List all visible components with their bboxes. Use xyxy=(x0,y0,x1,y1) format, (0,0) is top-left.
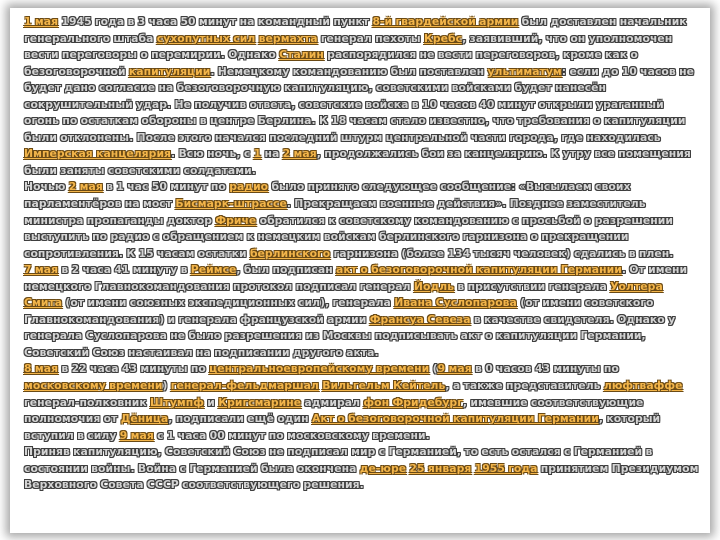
text-link[interactable]: 2 мая xyxy=(282,147,317,161)
paragraph-4 xyxy=(24,361,700,444)
text-link[interactable]: 1 xyxy=(253,147,262,161)
text-link[interactable]: Вильгельм Кейтель xyxy=(322,379,446,393)
text-run: (от имени советского Главнокомандования) и генерала французской армии xyxy=(24,296,654,326)
text-run: , а также представитель xyxy=(445,379,604,393)
text-run: ) xyxy=(162,379,171,393)
paragraph-3 xyxy=(24,262,700,361)
text-run: , который вступил в силу xyxy=(24,412,661,442)
text-run: (от имени союзных экспедиционных сил), генерала xyxy=(62,296,395,310)
text-run: Приняв капитуляцию, Советский Союз не подписал мир с Германией, то есть остался с Германией в состоянии войны. Война с Германией была окончена xyxy=(24,445,653,475)
text-link[interactable]: Фриче xyxy=(215,213,257,227)
text-link[interactable]: Штумпф xyxy=(150,395,204,409)
text-link[interactable]: 1955 года xyxy=(474,461,538,475)
text-run: в качестве свидетеля. Однако у генерала Суслопарова не было разрешения из Москвы подписывать акт о капитуляции Германии, Советский Союз настаивал на подписании другого акта. xyxy=(24,312,676,359)
text-run: гарнизона (более 134 тысяч человек) сдались в плен. xyxy=(330,246,674,260)
text-link[interactable]: Кребс xyxy=(424,31,463,45)
text-link[interactable]: ультиматум xyxy=(487,64,562,78)
text-link[interactable]: 7 мая xyxy=(24,263,59,277)
text-link[interactable]: Сталин xyxy=(279,48,324,62)
text-run: , имевшие соответствующие полномочия от xyxy=(24,395,644,426)
text-run: . Немецкому командованию был поставлен xyxy=(210,64,488,78)
paragraph-1 xyxy=(24,14,700,179)
text-link[interactable]: де-юре xyxy=(359,461,407,475)
text-link[interactable]: 9 мая xyxy=(119,428,154,442)
text-run: Ночью xyxy=(24,180,69,194)
text-link[interactable]: Франсуа Севеза xyxy=(369,312,471,326)
text-link[interactable]: центральноевропейскому времени xyxy=(209,362,430,376)
text-run: , продолжались бои за канцелярию. К утру все помещения были заняты советскими солдатами. xyxy=(24,147,691,177)
text-link[interactable]: радио xyxy=(229,180,269,194)
text-link[interactable]: берлинского xyxy=(249,246,331,260)
text-run: на xyxy=(261,147,283,161)
text-link[interactable]: люфтваффе xyxy=(603,379,683,393)
paragraph-5 xyxy=(24,444,700,494)
text-link[interactable]: Уолтера Смита xyxy=(24,279,663,310)
text-run: распорядился не вести переговоров, кроме как о безоговорочной xyxy=(24,48,638,78)
text-run: : если до 10 часов не будет дано согласие на безоговорочную капитуляцию, советскими войсками будет нанесён сокрушительный удар. Не получив ответа, советские войска в 10 часов 40 минут открыли ураганный огонь по остаткам обороны в центре Берлина. К 18 часам стало известно, что требования о капитуляции были отклонены. После этого начался последний штурм центральной части города, где находилась xyxy=(24,64,694,144)
text-link[interactable]: Имперская канцелярия xyxy=(24,147,172,161)
text-run: в присутствии генерала xyxy=(454,279,611,293)
text-run: в 1 час 50 минут по xyxy=(102,180,230,194)
text-link[interactable]: акт о безоговорочной капитуляции Германии xyxy=(336,263,622,277)
text-link[interactable]: генерал-фельдмаршал xyxy=(170,379,319,393)
text-link[interactable]: вермахта xyxy=(258,31,318,45)
text-link[interactable]: 8-й гвардейской армии xyxy=(372,15,519,28)
text-link[interactable]: сухопутных сил xyxy=(156,31,256,45)
text-run: . Прекращаем военные действия». Позднее заместитель министра пропаганды доктор xyxy=(24,197,646,227)
text-link[interactable]: 9 мая xyxy=(437,362,472,376)
text-run: ( xyxy=(429,362,438,376)
text-run: был доставлен начальник генерального штаба xyxy=(24,15,687,45)
text-run: принятием Президиумом Верховного Совета СССР соответствующего решения. xyxy=(24,461,699,492)
text-link[interactable]: Ивана Суслопарова xyxy=(394,296,517,310)
text-link[interactable]: Кригсмарине xyxy=(218,395,302,409)
text-link[interactable]: Йодль xyxy=(413,279,455,293)
text-link[interactable]: Реймсе xyxy=(190,263,237,277)
text-run: в 22 часа 43 минуты по xyxy=(58,362,210,376)
text-link[interactable]: Акт о безоговорочной капитуляции Германии xyxy=(312,412,599,426)
text-link[interactable]: 8 мая xyxy=(24,362,59,376)
document-body xyxy=(24,14,700,494)
text-link[interactable]: московскому времени xyxy=(24,379,163,393)
text-link[interactable]: 2 мая xyxy=(68,180,103,194)
text-run: обратился к советскому командованию с просьбой о разрешении выступить по радио с обращением к немецким войскам берлинского гарнизона о прекращении сопротивления. К 15 часам остатки xyxy=(24,213,673,260)
text-run: . От имени немецкого Главнокомандования протокол подписал генерал xyxy=(24,263,688,293)
text-link[interactable]: 1 мая xyxy=(24,15,59,28)
text-link[interactable]: фон Фридебург xyxy=(363,395,463,409)
text-run: . Всю ночь, с xyxy=(171,147,254,161)
text-run: , подписали ещё один xyxy=(168,412,312,426)
text-run: , заявивший, что он уполномочен вести переговоры о перемирии. Однако xyxy=(24,31,673,62)
text-run: в 2 часа 41 минуту в xyxy=(58,263,191,277)
text-link[interactable]: 25 января xyxy=(409,461,472,475)
text-link[interactable]: капитуляции xyxy=(128,64,211,78)
text-run: в 0 часов 43 минуты по xyxy=(471,362,619,376)
text-link[interactable]: Бисмарк-штрассе xyxy=(175,197,287,211)
text-run: с 1 часа 00 минут по московскому времени. xyxy=(153,428,430,442)
text-run: и xyxy=(203,395,219,409)
text-run: адмирал xyxy=(301,395,364,409)
text-run: , был подписан xyxy=(236,263,337,277)
text-run: 1945 года в 3 часа 50 минут на командный пункт xyxy=(58,15,373,28)
text-run: генерал пехоты xyxy=(317,31,424,45)
slide-frame xyxy=(10,8,710,533)
text-run: генерал-полковник xyxy=(24,395,151,409)
paragraph-2 xyxy=(24,179,700,262)
text-link[interactable]: Дёница xyxy=(120,412,169,426)
text-run: было принято следующее сообщение: «Высылаем своих парламентёров на мост xyxy=(24,180,631,211)
